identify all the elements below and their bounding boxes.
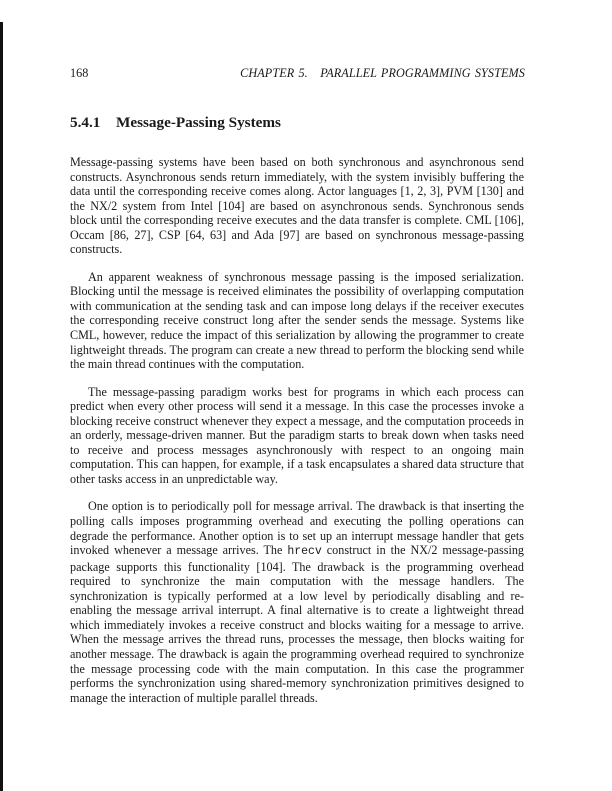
- page-number: 168: [70, 66, 89, 80]
- section-title: Message-Passing Systems: [116, 114, 281, 131]
- code-hrecv: hrecv: [287, 545, 322, 559]
- chapter-title: CHAPTER 5. PARALLEL PROGRAMMING SYSTEMS: [240, 66, 525, 80]
- section-number: 5.4.1: [70, 114, 101, 131]
- running-header: [70, 66, 525, 82]
- section-heading: [70, 114, 281, 132]
- paragraph-4: [70, 499, 524, 705]
- paragraph-1: Message-passing systems have been based on both synchronous and asynchronous send constructs. Asynchronous sends return immediately, with the system invisibly buffering the data until the corresponding receive comes along. Actor languages [1, 2, 3], PVM [130] and the NX/2 system from Intel [104] are based on asynchronous sends. Synchronous sends block until the corresponding receive executes and the data transfer is complete. CML [106], Occam [86, 27], CSP [64, 63] and Ada [97] are based on synchronous message-passing constructs.: [70, 155, 524, 257]
- body-text: [70, 155, 524, 718]
- paragraph-3: The message-passing paradigm works best for programs in which each process can predict when every other process will send it a message. In this case the processes invoke a blocking receive construct whenever they expect a message, and the computation proceeds in an orderly, message-driven manner. But the paradigm starts to break down when tasks need to receive and process messages asynchronously with respect to an ongoing main computation. This can happen, for example, if a task encapsulates a shared data structure that other tasks access in an unpredictable way.: [70, 384, 524, 486]
- page-left-edge-shadow: [0, 22, 3, 791]
- paragraph-4-part-2: construct in the NX/2 message-passing package supports this functionality [104]. The drawback is the programming overhead required to synchronize the main computation with the message handlers. The synchronization is typically performed at a low level by periodically disabling and re-enabling the message arrival interrupt. A final alternative is to create a lightweight thread which immediately invokes a receive construct and blocks waiting for a message to arrive. When the message arrives the thread runs, processes the message, then blocks waiting for another message. The drawback is again the programming overhead required to synchronize the message processing code with the main computation. In this case the programmer performs the synchronization using shared-memory synchronization primitives designed to manage the interaction of multiple parallel threads.: [70, 543, 524, 705]
- paragraph-4-part-1: One option is to periodically poll for message arrival. The drawback is that inserting the polling calls imposes programming overhead and executing the polling operations can degrade the performance. Another option is to set up an interrupt message handler that gets invoked whenever a message arrives. The: [70, 499, 524, 558]
- paragraph-2: An apparent weakness of synchronous message passing is the imposed serialization. Blocking until the message is received eliminates the possibility of overlapping computation with communication at the sending task and can impose long delays if the receiver executes the corresponding receive construct long after the sender sends the message. Systems like CML, however, reduce the impact of this serialization by allowing the programmer to create lightweight threads. The program can create a new thread to perform the blocking send while the main thread continues with the computation.: [70, 269, 524, 372]
